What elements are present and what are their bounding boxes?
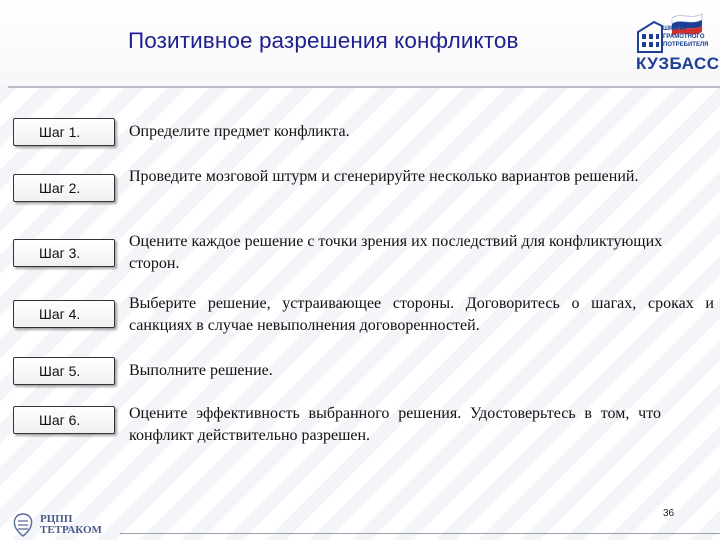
footer-logo-line1: РЦПП xyxy=(40,513,73,525)
page-number: 36 xyxy=(663,508,675,519)
footer-divider xyxy=(120,533,720,534)
step-label: Шаг 4. xyxy=(39,306,81,322)
step-box-3 xyxy=(13,239,115,267)
step-label: Шаг 6. xyxy=(39,412,81,428)
slide-title: Позитивное разрешения конфликтов xyxy=(128,28,519,53)
step-text-6: Оцените эффективность выбранного решения. Удостоверьтесь в том, что конфликт действительно разрешен. xyxy=(129,405,661,444)
rcpp-emblem-icon xyxy=(10,512,36,538)
step-label: Шаг 3. xyxy=(39,245,81,261)
step-text-1: Определите предмет конфликта. xyxy=(129,123,350,140)
step-text-5: Выполните решение. xyxy=(129,362,273,379)
step-label: Шаг 5. xyxy=(39,363,81,379)
step-label: Шаг 1. xyxy=(39,124,81,140)
step-box-2 xyxy=(13,174,115,202)
step-box-5 xyxy=(13,357,115,385)
logo-brand-text: КУЗБАСС xyxy=(636,54,720,73)
step-text-3: Оцените каждое решение с точки зрения их последствий для конфликтующих сторон. xyxy=(129,233,663,272)
step-label: Шаг 2. xyxy=(39,180,81,196)
step-box-1 xyxy=(13,118,115,146)
step-text-4: Выберите решение, устраивающее стороны. Договоритесь о шагах, сроках и санкциях в случае невыполнения договоренностей. xyxy=(129,295,714,334)
footer-logo-line2: ТЕТРАКОМ xyxy=(40,524,102,536)
step-text-2: Проведите мозговой штурм и сгенерируйте несколько вариантов решений. xyxy=(129,168,639,185)
step-box-6 xyxy=(13,406,115,434)
step-box-4 xyxy=(13,300,115,328)
logo-school-text: ШКОЛА ГРАМОТНОГО ПОТРЕБИТЕЛЯ xyxy=(663,26,709,48)
header-divider xyxy=(8,86,720,88)
footer-logo-text xyxy=(40,514,102,536)
